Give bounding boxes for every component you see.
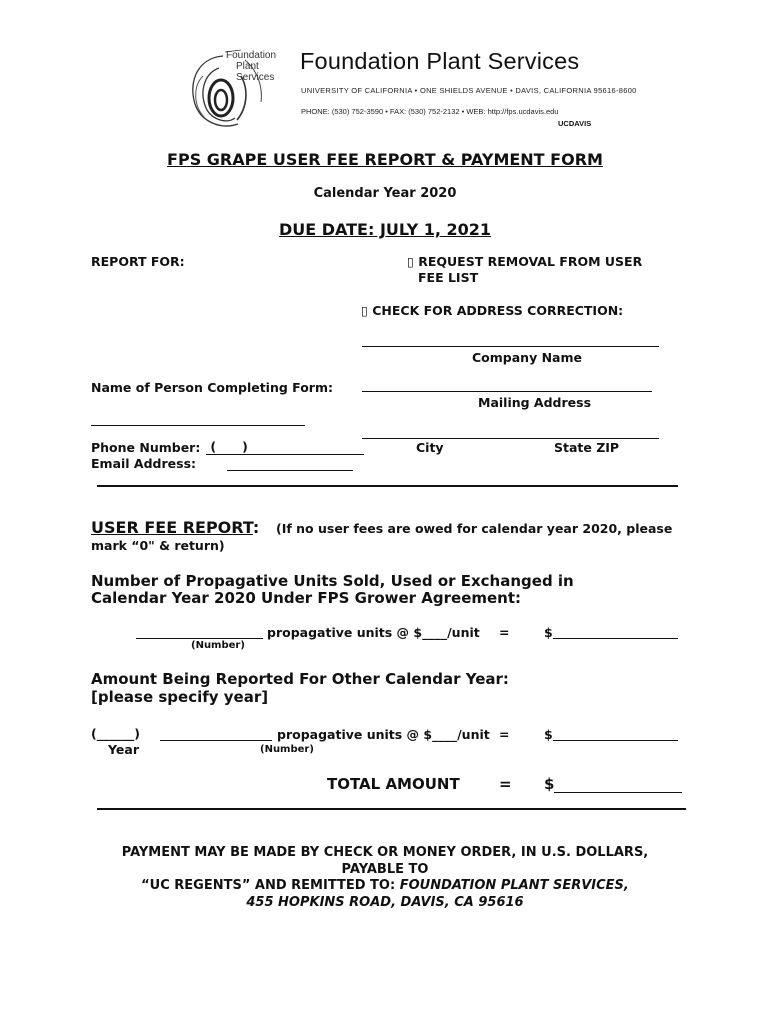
form-title: FPS GRAPE USER FEE REPORT & PAYMENT FORM	[167, 150, 603, 169]
equals-sign: =	[499, 727, 510, 742]
email-label: Email Address:	[91, 456, 197, 471]
mailing-address-field[interactable]	[362, 391, 652, 392]
year-field[interactable]: (______)	[91, 726, 140, 741]
number-label: (Number)	[191, 640, 245, 651]
report-for-label: REPORT FOR:	[91, 254, 185, 269]
user-fee-heading: USER FEE REPORT:	[91, 518, 260, 537]
address-correction-checkbox[interactable]: ▯ CHECK FOR ADDRESS CORRECTION:	[361, 303, 624, 318]
calendar-year: Calendar Year 2020	[313, 186, 457, 201]
units-rate-text: propagative units @ $____/unit	[267, 625, 480, 640]
dollar-sign: $	[544, 727, 553, 742]
divider-top	[97, 485, 678, 487]
other-units-amount-field[interactable]	[553, 740, 678, 741]
divider-bottom	[97, 808, 686, 810]
section2-heading-cont: [please specify year]	[91, 688, 269, 706]
removal-checkbox-label-cont: FEE LIST	[418, 270, 479, 285]
year-label: Year	[108, 742, 139, 757]
payment-instructions: PAYMENT MAY BE MADE BY CHECK OR MONEY ORDER, IN U.S. DOLLARS, PAYABLE TO “UC REGENTS” AND REMITTED TO: FOUNDATION PLANT SERVICES, 455 HOPKINS ROAD, DAVIS, CA 95616	[121, 845, 649, 910]
org-address: UNIVERSITY OF CALIFORNIA • ONE SHIELDS AVENUE • DAVIS, CALIFORNIA 95616-8600	[301, 86, 637, 95]
total-amount-label: TOTAL AMOUNT	[327, 775, 460, 793]
org-name: Foundation Plant Services	[300, 48, 580, 74]
section1-heading-cont: Calendar Year 2020 Under FPS Grower Agreement:	[91, 589, 522, 607]
equals-sign: =	[499, 775, 512, 793]
user-fee-note: (If no user fees are owed for calendar year 2020, please	[276, 521, 673, 536]
units-amount-field[interactable]	[553, 638, 678, 639]
name-person-field[interactable]	[91, 425, 305, 426]
dollar-sign: $	[544, 625, 553, 640]
city-label: City	[416, 440, 444, 455]
total-amount-field[interactable]	[554, 792, 682, 793]
logo-text: Foundation Plant Services	[226, 50, 277, 83]
other-units-number-field[interactable]	[160, 740, 272, 741]
company-name-field[interactable]	[362, 346, 659, 347]
section2-heading: Amount Being Reported For Other Calendar Year:	[91, 670, 509, 688]
dollar-sign: $	[544, 775, 555, 793]
equals-sign: =	[499, 625, 510, 640]
user-fee-note-cont: mark “0" & return)	[91, 538, 225, 553]
due-date: DUE DATE: JULY 1, 2021	[278, 220, 492, 239]
email-field[interactable]	[227, 470, 353, 471]
state-zip-label: State ZIP	[554, 440, 620, 455]
units-number-field[interactable]	[136, 638, 263, 639]
removal-checkbox[interactable]: ▯ REQUEST REMOVAL FROM USER	[407, 254, 643, 269]
org-contact: PHONE: (530) 752-3590 • FAX: (530) 752-2132 • WEB: http://fps.ucdavis.edu	[301, 107, 559, 116]
company-name-label: Company Name	[472, 350, 582, 365]
mailing-address-label: Mailing Address	[478, 395, 592, 410]
city-state-zip-field[interactable]	[362, 438, 659, 439]
phone-field[interactable]: ( )	[206, 440, 364, 455]
name-person-label: Name of Person Completing Form:	[91, 380, 333, 395]
ucdavis-logo: UCDAVIS	[558, 119, 592, 128]
other-units-rate-text: propagative units @ $____/unit	[277, 727, 490, 742]
number-label: (Number)	[260, 744, 314, 755]
phone-label: Phone Number:	[91, 440, 201, 455]
section1-heading: Number of Propagative Units Sold, Used or Exchanged in	[91, 572, 574, 590]
